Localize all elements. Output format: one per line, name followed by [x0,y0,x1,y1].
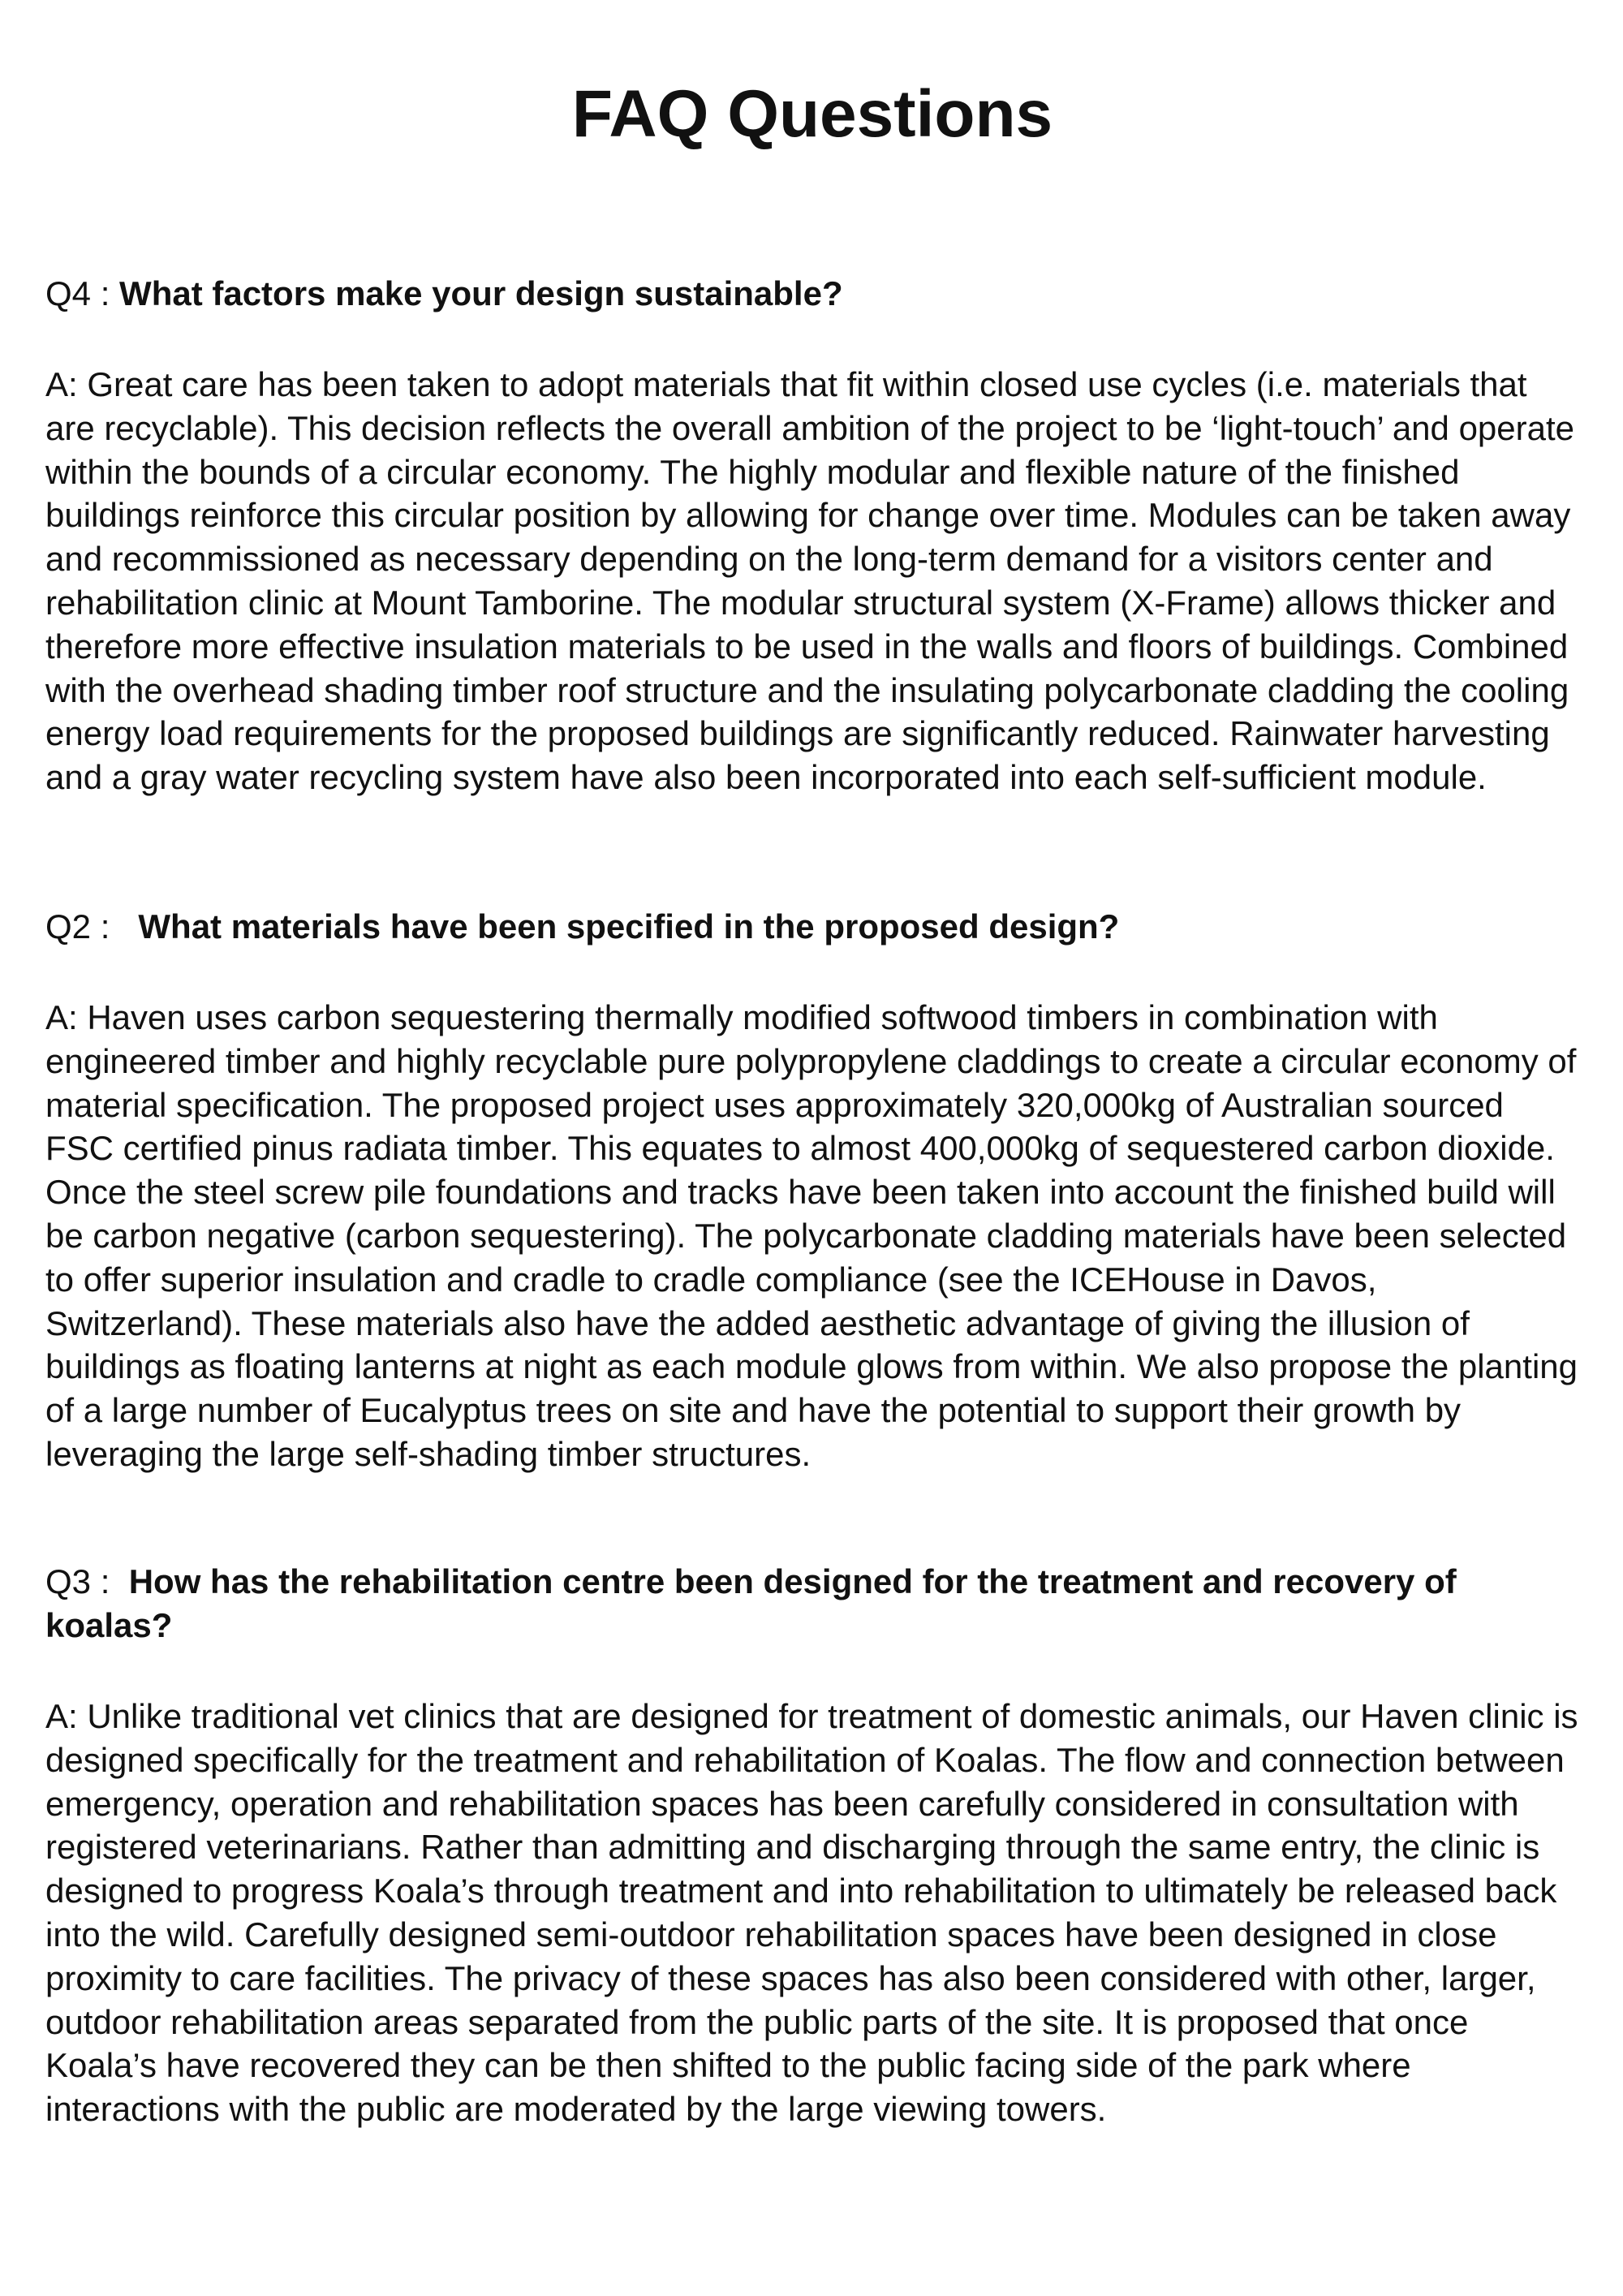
question-label: Q3 : [45,1562,110,1600]
question-text: What materials have been specified in the proposed design? [138,907,1120,946]
page-title: FAQ Questions [571,77,1053,151]
question-text: What factors make your design sustainable? [119,274,843,312]
answer-text: A: Unlike traditional vet clinics that are designed for treatment of domestic animals, our Haven clinic is designed specifically for the treatment and rehabilitation of Koalas. The flow and connection between emergency, operation and rehabilitation spaces has been carefully considered in consultation with registered veterinarians. Rather than admitting and discharging through the same entry, the clinic is designed to progress Koala’s through treatment and into rehabilitation to ultimately be released back into the wild. Carefully designed semi-outdoor rehabilitation spaces have been designed in close proximity to care facilities. The privacy of these spaces has also been considered with other, larger, outdoor rehabilitation areas separated from the public parts of the site. It is proposed that once Koala’s have recovered they can be then shifted to the public facing side of the park where interactions with the public are moderated by the large viewing towers. [45,1697,1578,2129]
question [45,272,1579,316]
question-text: How has the rehabilitation centre been designed for the treatment and recovery of koalas? [45,1562,1457,1644]
question [45,905,1579,949]
answer-text: A: Haven uses carbon sequestering thermally modified softwood timbers in combination with engineered timber and highly recyclable pure polypropylene claddings to create a circular economy of material specification. The proposed project uses approximately 320,000kg of Australian sourced FSC certified pinus radiata timber. This equates to almost 400,000kg of sequestered carbon dioxide. Once the steel screw pile foundations and tracks have been taken into account the finished build will be carbon negative (carbon sequestering). The polycarbonate cladding materials have been selected to offer superior insulation and cradle to cradle compliance (see the ICEHouse in Davos, Switzerland). These materials also have the added aesthetic advantage of giving the illusion of buildings as floating lanterns at night as each module glows from within. We also propose the planting of a large number of Eucalyptus trees on site and have the potential to support their growth by leveraging the large self-shading timber structures. [45,998,1578,1473]
faq-item-q2 [45,905,1579,1476]
answer-text: A: Great care has been taken to adopt materials that fit within closed use cycles (i.e. materials that are recyclable). This decision reflects the overall ambition of the project to be ‘light-touch’ and operate within the bounds of a circular economy. The highly modular and flexible nature of the finished buildings reinforce this circular position by allowing for change over time. Modules can be taken away and recommissioned as necessary depending on the long-term demand for a visitors center and rehabilitation clinic at Mount Tamborine. The modular structural system (X-Frame) allows thicker and therefore more effective insulation materials to be used in the walls and floors of buildings. Combined with the overhead shading timber roof structure and the insulating polycarbonate cladding the cooling energy load requirements for the proposed buildings are significantly reduced. Rainwater harvesting and a gray water recycling system have also been incorporated into each self-sufficient module. [45,365,1575,797]
faq-item-q4 [45,272,1579,799]
faq-item-q3 [45,1560,1579,2131]
question-label: Q4 : [45,274,110,312]
question [45,1560,1579,1648]
question-label: Q2 : [45,907,110,946]
